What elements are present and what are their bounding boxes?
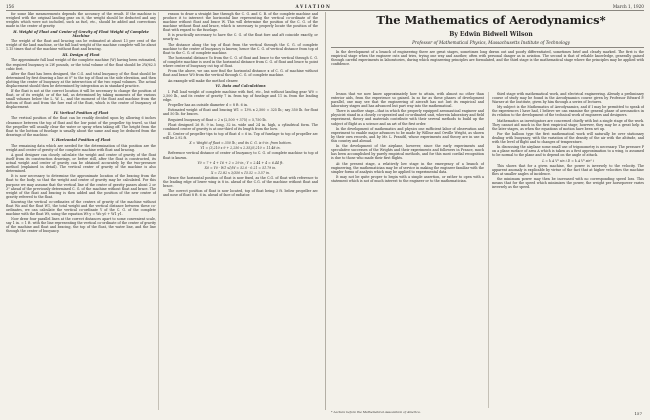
paragraph: II. Center of propeller tips to top of float d = 6 in. Top of fuselage to top of propeller arc will be 2.92 ft. bbox=[163, 132, 318, 141]
paragraph: Reference vertical distance of center of buoyancy to C. G. of complete machine to top of float is known. bbox=[163, 151, 318, 160]
article-column-1 bbox=[331, 92, 484, 408]
article-byline: By Edwin Bidwell Wilson bbox=[449, 31, 533, 38]
section-heading: IV. Vertical Position of Float bbox=[53, 110, 109, 115]
paragraph: An example will make the method clearer. bbox=[168, 78, 239, 83]
paragraph: At the present stage, a relatively low stage in the emergency of a branch of engineering, the mathematician may be of service in making the engineer familiar with the simpler forms of analysis which may be applied to experimental data. bbox=[331, 161, 484, 174]
author-affiliation: Professor of Mathematical Physics, Massachusetts Institute of Technology bbox=[412, 40, 570, 45]
paragraph: My subject is the Mathematics of Aerodynamics, and if I may be permitted to speak of the experiences I have had, I believe we can examine the general phase of aeronautics in its relation to the development of the technical work of engineers and designers. bbox=[492, 105, 644, 118]
paragraph: In the development of mathematics and physics one sufficient labor of observation and experiment to enable major advances to be made by Wilbur and Orville Wright, as shown by their own records, and by Mr. L. Prandtl, whose experiments and theory are in use in this country and abroad. bbox=[331, 126, 484, 143]
paragraph: Now draw four parallel lines at the correct distances apart to some convenient scale, say 1 in. = 1 ft. with the line representing the vertical co-ordinate of the center of gravity of the machine and float and bracing, the top of the float, the water line, and the line through the center of buoyancy. bbox=[6, 217, 156, 234]
equation: X = Weight of float = 350 lb.; and its C. G. is 9 in. from bottom. bbox=[189, 141, 292, 146]
issue-date: March 1, 1920 bbox=[612, 3, 644, 9]
paragraph: third stage with mathematical work, and electrical engineering. Already a preliminary course of study may be found in the Aerodynamics course given by Professor Edward P. Warner at the Institute, given by him through a series of lectures. bbox=[492, 92, 644, 105]
paragraph: Knowing the vertical co-ordinates of the centers of gravity of the machine without float Wo and the float W1, the total weight and the vertical distance between these co-ordinates, we can calculate the vertical co-ordinate Y of the C. G. of the complete machine with the float Wt, using the equation Wt y = Wo y0 + W1 y1. bbox=[6, 199, 156, 217]
paragraph: Float designed 26 ft. 9 in. long, 32 in. wide and 24 in. high, a cylindrical form. The combined center of gravity is at one-third of its length from the bow. bbox=[163, 122, 318, 131]
magazine-name: AVIATION bbox=[295, 3, 332, 9]
paragraph: It is practically necessary to have the C. G. of the float fore and aft coincide exactly, or nearly so. bbox=[163, 33, 318, 42]
paragraph: If the float is not at the correct location it will be necessary to change the position of float, or of its weight, or of the tail, as determined by taking moments of the various small volumes below the L. W. L., and the moment of the float and machine from the bottom of float and from the fore end of the float, which is the center of buoyancy of displacement. bbox=[6, 89, 156, 110]
paragraph: Propeller has an outside diameter d = 8 ft. 6 in. bbox=[168, 103, 249, 108]
equation: X = 12.82 x 3/350 x 15.52 = 3.57 in. bbox=[211, 170, 270, 175]
section-heading: H. Weight of Float and Center of Gravity of Float Weight of Complete Machine bbox=[13, 29, 149, 38]
equation: X0 = Y0 - W1 x1/W = 52.0 - 0.21 = 51.79 in. bbox=[204, 165, 277, 170]
paragraph: The weight of the float and bracing can be estimated at about 13 per cent of the weight of the land machine, or the full load weight of the machine complete will be about 1.15 times that of the machine without float and bracing. bbox=[6, 39, 156, 52]
paragraph: Required buoyancy of float = 2 x (2,500 + 375) = 5,750 lb. bbox=[168, 117, 267, 122]
paragraph: In discussing the airplane some small use of trigonometry is necessary. The pressure P on a plane surface of area A which is taken as a first approximation to a wing, is assumed to be normal to the plane and to depend on the angle of attack. bbox=[492, 145, 644, 158]
footnote: * Lecture before the Mathematical Association of America. bbox=[331, 410, 421, 414]
equation: L = k A V² sin i D = k A V² sin² i bbox=[542, 158, 594, 163]
paragraph: It is now necessary to determine the approximate location of the bracing from the float to the body, so that the weight and center of gravity may be calculated. For this purpose we may assume that the vertical line of the center of gravity passes about 2 or 3" ahead of the previously determined C. G. of the machine without float and brace. The weight of the float and bracing is then added and the position of the new center of gravity referred to the float. bbox=[6, 174, 156, 199]
page-header bbox=[6, 2, 644, 11]
paragraph: Mathematics as investigators are concerned chiefly with but a single stage of the work. They cannot aid much in the first empirical stage; however, they may be a great help in the later stages, as when the equations of motion have been set up. bbox=[492, 118, 644, 131]
paragraph: I. Full load weight of complete machine with fuel, etc., but without landing gear W0 = 2,500 lb., and its center of gravity 7 in. from top of fuselage and 11 in. from the leading edge. bbox=[163, 89, 318, 102]
intro-paragraph: In the development of a branch of engineering there are great stages, sometimes long drawn out and poorly differentiated, sometimes brief and clearly marked. The first is the empirical stage when the engineer cuts and tries, trying one way and another, often with personal danger as in aviation. The second is that of reliable knowledge, generally gained through careful experiments in laboratories, during which engineering principles are formulated, and the third stage is the mathematical stage where the principles may be applied with confidence. bbox=[331, 50, 644, 67]
paragraph: The approximate full load weight of the complete machine (W) having been estimated, the required buoyancy is 2W pounds, or the total volume of the float should be 2W/62.5 cubic feet. bbox=[6, 58, 156, 71]
paragraph: In the development of the airplane, however, since the early experiments and speculative successes of the Wrights and their experiments and followers in France, much has been accomplished by purely empirical methods, and for this most cordial recognition is due to those who made their first flights. bbox=[331, 144, 484, 161]
paragraph: reason to draw a straight line through the C. G. and C. B. of the complete machine and produce it to intersect the horizontal line representing the vertical co-ordinate of the machine without float and brace W. This will determine the position of the C. G. of the machine without float and brace, which is necessary to properly locate the position of the float with regard to the fuselage. bbox=[163, 12, 318, 33]
equation: Y1 = (3,210 x 9 + 2,250 x 2.35)/3,210 = 11.48 in. bbox=[200, 146, 281, 151]
article-column-2 bbox=[492, 92, 644, 408]
page-number-right: 157 bbox=[634, 411, 642, 416]
paragraph: From the above, we can now find the horizontal distance x of C. G. of machine without float and brace W0 from the vertical through C. G. of complete machine. bbox=[163, 69, 318, 78]
page-number-left: 156 bbox=[6, 3, 14, 9]
article-intro bbox=[331, 50, 644, 90]
title-rule bbox=[331, 47, 644, 48]
paragraph: for some like measurements depends the accuracy of the result. If the machine is weighed with the original landing gear on it, the weight should be deducted and any weights which were not included, such as fuel, etc., should be added and corrections made in the center of gravity. bbox=[6, 12, 156, 29]
paragraph: Estimated weight of float and bracing W1 = 13% x 2,500 = 325 lb.; say 350 lb. for float and 50 lb. for braces. bbox=[163, 108, 318, 117]
paragraph: The distance along the top of float from the vertical through the C. G. of complete machine to the center of buoyancy is known; hence the C. G. of vertical distance from top of float to the C. G. of complete machine. bbox=[163, 42, 318, 55]
paragraph: It may not be quite proper to begin with a simple assertion, or rather to open with a statement which is not of much interest to the engineer or to the mathematician. bbox=[331, 174, 484, 183]
paragraph: For the balloon type the first mathematical work will naturally be over stationary dealing with buoyancy, with the variation of the density of the air with the altitude, and with the level of flight and to changes of temperature. bbox=[492, 131, 644, 145]
paragraph: There is another stage—that in which the properly equipped aeronautical engineer and physicist stand in a closely co-operated and co-ordinated unit, wherein laboratory and field experiment, theory and materials contribute with their several methods to build up the subject of flight as a science and an art of the first order. bbox=[331, 109, 484, 126]
section-heading: V. Horizontal Position of Float bbox=[51, 138, 111, 143]
column-divider bbox=[488, 92, 489, 408]
paragraph: After the float has been designed, the C.G. and total buoyancy of the float should be determined by first drawing a line at 0° to the top of float on the side elevation, and then plotting the center of buoyancy at the intersection of the two equal volumes. The actual displacement should then be determined by integration as in standard practice. bbox=[6, 71, 156, 88]
paragraph: A good designer can closely calculate the weight and center of gravity of the float itself from its construction drawings, or better still, after the float is constructed, its actual weight and center of gravity can be obtained accurately by the two-pressure method (explained in detail). The vertical center of gravity of the machine is also determined. bbox=[6, 153, 156, 174]
left-column-2 bbox=[163, 12, 318, 412]
paragraph: Hence the horizontal position of float is now fixed, as the C.G. of float with reference to the leading edge of lower wing is 8 in. ahead of the C.G. of the machine without float and brace. bbox=[163, 175, 318, 188]
paragraph: The remaining data which are needed for the determination of this position are the weight and center of gravity of the complete machine with float and bracing. bbox=[6, 143, 156, 152]
paragraph: The horizontal distance Yo from the C. G. of float and brace to the vertical through C. G. of complete machine is used in the horizontal distance from C. G. of float and brace to point where center of buoyancy cut top of float. bbox=[163, 56, 318, 69]
left-column-1 bbox=[6, 12, 156, 412]
paragraph: The vertical position of the float can be readily decided upon by allowing 6 inches clearance between the top of float and the low point of the propeller tip travel, so that the propeller will usually clear the water or spray when taking off. The height from the float to the bottom of fuselage is usually about the same and may be deduced from the drawings of the machine. bbox=[6, 116, 156, 137]
article-title: The Mathematics of Aerodynamics* bbox=[376, 13, 606, 27]
section-heading: III. Design of Float bbox=[62, 52, 100, 57]
equation: Y0 = 7 + 4 + 16 + 2 = 29 in.; Y = 2.44 + 4 = 6.44 ft. bbox=[197, 160, 284, 165]
paragraph: The correct position of float is now located, top of float being 3 ft. below propeller arc and nose of float 8 ft. 6 in. ahead of face of radiator. bbox=[163, 189, 318, 198]
paragraph: lesson that we now know approximately how to attain, with almost no other than exterior aids, from the experience so gained. In so far as these phases of development parallel, one may see that the engineering of aircraft has not lost its empirical and laboratory stages and has advanced but part way into the mathematical. bbox=[331, 92, 484, 109]
paragraph: the minimum power may then be increased with no corresponding speed loss. This means that for the speed which minimizes the power, the weight per horsepower varies inversely as the speed. bbox=[492, 177, 644, 190]
page-gutter bbox=[325, 12, 326, 410]
paragraph: This shows that for a given machine, the power is inversely to the velocity. The apparent anomaly is explicable by virtue of the fact that at higher velocities the machine flies at smaller angles of incidence. bbox=[492, 163, 644, 176]
column-divider bbox=[158, 12, 159, 410]
section-heading: VI. Data and Calculations bbox=[215, 84, 266, 89]
